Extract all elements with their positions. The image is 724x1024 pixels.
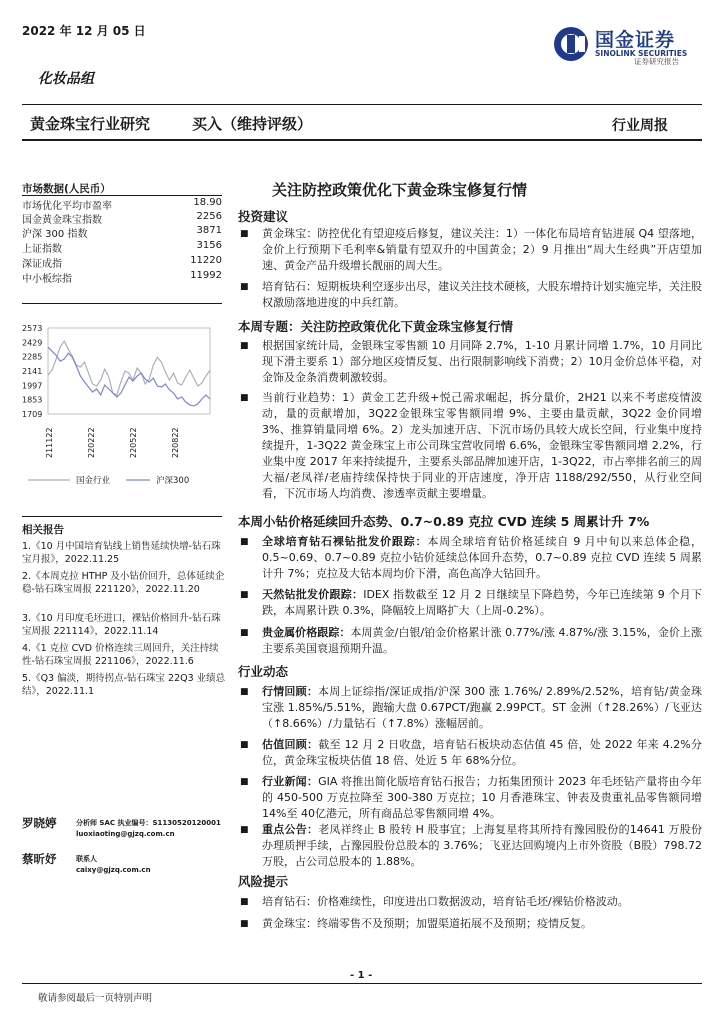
paragraph-head: 天然钻批发价跟踪： [262,588,364,601]
market-value: 11992 [190,270,222,281]
market-label: 市场优化平均市盈率 [22,201,112,212]
index-line-chart [14,320,224,500]
market-data-rule [22,195,222,196]
chart-x-tick-label: 220822 [171,427,180,458]
analyst-role: 联系人 [76,855,97,863]
analyst-role: 分析师 SAC 执业编号：S1130520120001 [76,819,221,827]
industry-paragraph [262,684,702,732]
section-title-investment: 投资建议 [238,209,289,224]
chart-y-tick-label: 1709 [22,410,43,419]
market-value: 3871 [196,225,222,236]
section-title-industry-news: 行业动态 [238,664,289,679]
report-type: 行业周报 [612,118,668,134]
bullet-square: ■ [240,628,249,638]
paragraph-text: 本周上证综指/深证成指/沪深 300 涨 1.76%/ 2.89%/2.52%，培育钻/黄金珠宝涨 1.85%/5.51%，跑输大盘 0.67PCT/跑赢 2.99PCT。ST 金洲（↑28.26%）/飞亚达（↑8.66%）/力量钻石（↑7.8%）涨幅居前。 [262,685,703,730]
chart-y-tick-label: 1853 [22,395,43,405]
market-row [22,225,222,239]
group-name: 化妆品组 [38,71,94,87]
chart-y-tick-label: 2285 [22,352,43,362]
market-value: 11220 [190,255,222,266]
paragraph-text: 本周全球培育钻价格延续自 9 月中旬以来总体企稳，0.5~0.69、0.7~0.89 克拉小钻价延续总体回升态势，0.7~0.89 克拉 CVD 连续 5 周累计升 7%；克拉及大钻本周均价下滑，高色高净大钻回升。 [262,535,702,580]
market-label: 沪深 300 指数 [22,229,88,240]
diamond-price-paragraph [262,625,702,657]
header-rule-bottom [22,139,702,141]
paragraph-text: 截至 12 月 2 日收盘，培育钻石板块动态估值 45 倍，处 2022 年来 4.2%分位，黄金珠宝板块估值 18 倍、处近 5 年 68%分位。 [262,738,702,767]
chart-x-tick-label: 220222 [87,427,96,458]
main-title: 关注防控政策优化下黄金珠宝修复行情 [272,181,528,199]
analyst-name: 罗晓婷 [22,816,57,830]
bullet-square: ■ [240,282,249,292]
market-label: 深证成指 [22,259,62,270]
risk-paragraph: 培育钻石：价格难续性，印度进出口数据波动，培育钻毛坯/裸钻价格波动。 [262,895,629,908]
market-label: 上证指数 [22,244,62,255]
related-report-item[interactable]: 2.《本周克拉 HTHP 及小钻价回升，总体延续企稳-钻石珠宝周报 221120》，2022.11.20 [22,571,225,595]
chart-series-line-industry [48,341,210,395]
bullet-square: ■ [240,537,249,547]
bullet-square: ■ [240,687,249,697]
section-title-topic: 本周专题：关注防控政策优化下黄金珠宝修复行情 [238,319,514,334]
chart-x-tick-label: 220522 [129,427,138,458]
bullet-square: ■ [240,919,249,929]
page-number: - 1 - [350,970,373,981]
paragraph-head: 重点公告： [262,823,319,836]
topic-paragraph: 根据国家统计局，金银珠宝零售额 10 月同降 2.7%，1-10 月累计同增 1.7%，10 月同比现下滑主要系 1）部分地区疫情反复、出行限制影响线下消费；2）10月金价总体平稳，对金饰及金条消费刺激较弱。 [262,339,702,384]
logo-en-name: SINOLINK SECURITIES [595,49,688,58]
logo-subtitle: 证券研究报告 [634,57,679,66]
sinolink-logo [553,24,703,72]
rating: 买入（维持评级） [192,115,313,133]
header-rule-top [22,104,702,105]
chart-x-tick-label: 211122 [45,427,54,458]
paragraph-text: 本周黄金/白银/铂金价格累计涨 0.77%/涨 4.87%/涨 3.15%，金价上涨主要系美国衰退预期升温。 [262,626,702,655]
paragraph-head: 全球培育钻石裸钻批发价跟踪： [262,535,428,548]
footer-disclaimer: 敬请参阅最后一页特别声明 [38,993,153,1004]
bullet-square: ■ [240,590,249,600]
analyst-name: 蔡昕妤 [22,852,57,866]
related-reports-title: 相关报告 [22,524,64,536]
related-report-item[interactable]: 1.《10 月中国培育钻线上销售延续快增-钻石珠宝月报》，2022.11.25 [22,541,221,565]
chart-legend-label-industry: 国金行业 [76,476,111,486]
market-row [22,240,222,254]
paragraph-head: 估值回顾： [262,738,319,751]
section-title-risk: 风险提示 [238,874,289,889]
bullet-square: ■ [240,777,249,787]
sinolink-logo-mark [553,26,589,62]
bullet-square: ■ [240,393,249,403]
paragraph-head: 行情回顾： [262,685,319,698]
paragraph-text: IDEX 指数截至 12 月 2 日继续呈下降趋势，今年已连续第 9 个月下跌，本周累计跌 0.3%，降幅较上周略扩大（上周-0.2%）。 [262,588,703,617]
related-report-item[interactable]: 4.《1 克拉 CVD 价格连续三周回升，关注持续性-钻石珠宝周报 221106》，2022.11.6 [22,643,219,667]
report-name: 黄金珠宝行业研究 [30,115,151,133]
market-row [22,211,222,225]
bullet-square: ■ [240,825,249,835]
analyst-email[interactable]: caixy@gjzq.com.cn [76,866,151,874]
market-label: 中小板综指 [22,274,72,285]
industry-paragraph [262,822,702,870]
chart-y-tick-label: 2573 [22,324,43,333]
industry-paragraph [262,737,702,769]
paragraph-head: 行业新闻： [262,775,319,788]
market-row [22,197,222,211]
related-report-item[interactable]: 3.《10 月印度毛坯进口，裸钻价格回升-钻石珠宝周报 221114》，2022.11.14 [22,613,221,637]
chart-y-tick-label: 2429 [22,338,43,348]
market-value: 3156 [196,240,222,251]
related-report-item[interactable]: 5.《Q3 偏淡，期待拐点-钻石珠宝 22Q3 业绩总结》，2022.11.1 [22,673,226,697]
footer-rule [22,983,702,984]
bullet-square: ■ [240,897,249,907]
logo-cn-name: 国金证券 [595,29,676,51]
paragraph-head: 贵金属价格跟踪： [262,626,351,639]
related-rule [22,516,222,517]
investment-paragraph: 黄金珠宝：防控优化有望迎疫后修复，建议关注：1）一体化布局培育钻进展 Q4 望落地，金价上行预期下毛利率&销量有望双升的中国黄金；2）9 月推出“周大生经典”开店望加速、黄金产品升级增长靓丽的周大生。 [262,227,702,272]
investment-paragraph: 培育钻石：短期板块利空逐步出尽，建议关注技术硬核，大股东增持计划实施完毕，关注股权激励落地进度的中兵红箭。 [262,280,702,309]
risk-paragraph: 黄金珠宝：终端零售不及预期；加盟渠道拓展不及预期；疫情反复。 [262,917,592,930]
topic-paragraph: 当前行业趋势：1）黄金工艺升级+悦己需求崛起，拆分量价，2H21 以来不考虑疫情波动，量的贡献增加，3Q22金银珠宝零售额同增 9%、主要由量贡献，3Q22 金价同增 3%、推算销量同增 6%。2）龙头加速开店、下沉市场仍具较大成长空间，行业集中度持续提升，1-3Q22 黄金珠宝上市公司珠宝营收同增 6.6%，金银珠宝零售额同增 2.2%，行业集中度 2017 年来持续提升，主要系头部品牌加速开店，1-3Q22，市占率排名前三的周大福/老凤祥/老庙持续保持快于同业的开店速度，净开店 1188/292/550，从行业空间看，下沉市场人均消费、渗透率贡献主要增量。 [262,391,702,500]
section-title-diamond-prices: 本周小钻价格延续回升态势、0.7~0.89 克拉 CVD 连续 5 周累计升 7% [238,514,650,529]
market-data-title: 市场数据(人民币） [22,183,111,195]
market-row [22,270,222,284]
bullet-square: ■ [240,740,249,750]
market-value: 2256 [196,211,222,222]
chart-y-tick-label: 2141 [22,367,43,376]
analyst-email[interactable]: luoxiaoting@gjzq.com.cn [76,830,175,838]
market-data-rule-bottom [22,303,222,304]
market-row [22,255,222,269]
chart-legend-label-hs300: 沪深300 [156,476,190,486]
report-date: 2022 年 12 月 05 日 [22,24,146,38]
paragraph-text: GIA 将推出简化版培育钻石报告；力拓集团预计 2023 年毛坯钻产量将由今年的 450-500 万克拉降至 300-380 万克拉；10 月香港珠宝、钟表及贵重礼品零售额同增 14%至 40亿港元，所有商品总零售额同增 4%。 [262,775,703,820]
chart-y-tick-label: 1997 [22,381,43,391]
bullet-square: ■ [240,341,249,351]
market-value: 18.90 [193,197,222,208]
diamond-price-paragraph [262,587,702,619]
paragraph-text: 老凤祥终止 B 股转 H 股事宜；上海复星将其所持有豫园股份的14641 万股份办理质押手续，占豫园股份总股本的 3.76%；飞亚达回购境内上市外资股（B股）798.72 万股，占公司总股本的 1.88%。 [262,823,703,868]
industry-paragraph [262,774,702,822]
market-label: 国金黄金珠宝指数 [22,215,102,226]
bullet-square: ■ [240,229,249,239]
diamond-price-paragraph [262,534,702,582]
